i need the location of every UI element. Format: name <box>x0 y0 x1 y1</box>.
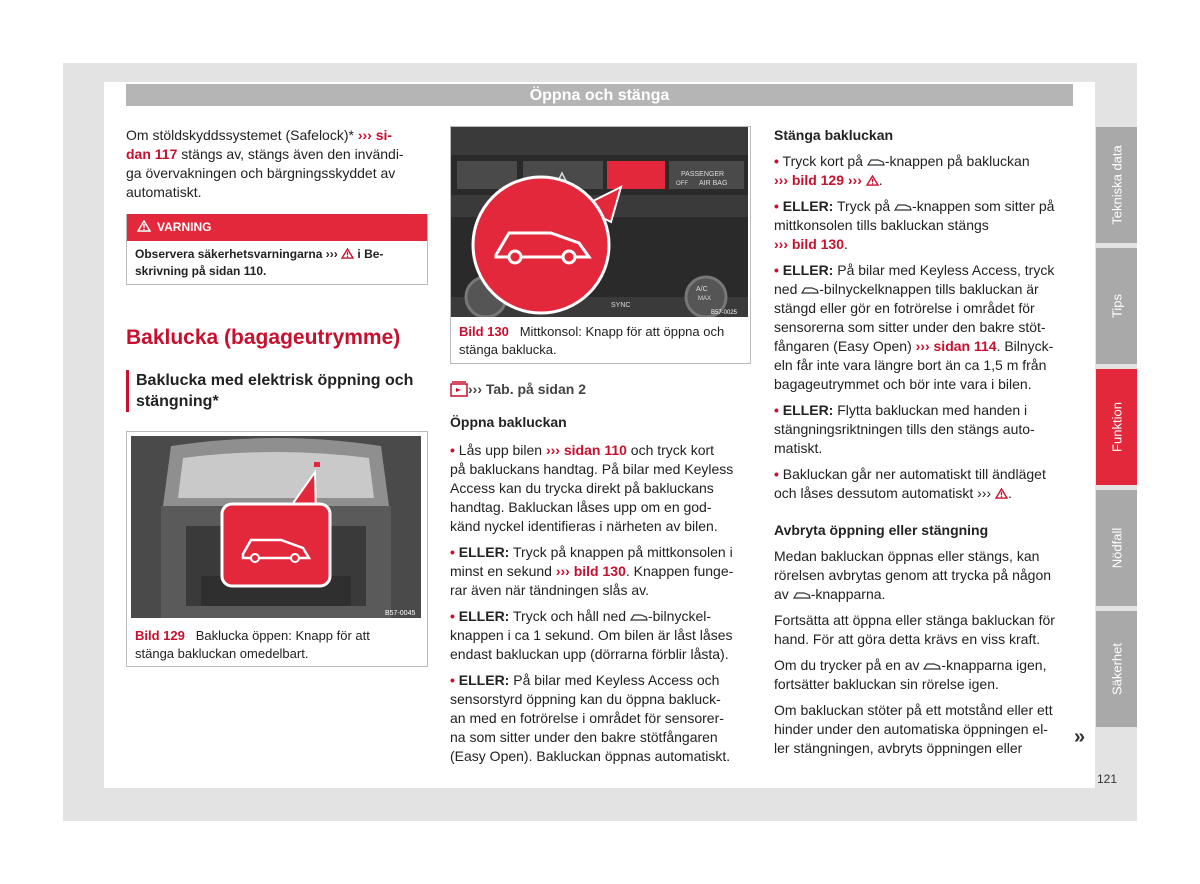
intro-paragraph: Om stöldskyddssystemet (Safelock)* ››› si- dan 117 stängs av, stängs även den invändi- ga övervakningen och bärgningsskyddet av automatiskt. <box>126 127 404 200</box>
sync-label: SYNC <box>611 302 631 309</box>
sidetab-sakerhet[interactable]: Säkerhet <box>1096 611 1137 727</box>
ac-label: A/C <box>696 286 708 293</box>
warning-triangle-icon <box>995 488 1008 499</box>
list-item: • ELLER: Tryck och håll ned -bilnyckel- knappen i ca 1 sekund. Om bilen är låst låses endast bakluckan upp (dörrarna förblir låsta). <box>450 608 733 662</box>
warning-header: VARNING <box>127 214 427 241</box>
list-item: • ELLER: På bilar med Keyless Access, tryck ned -bilnyckelknappen tills bakluckan är stängd eller gör en fotrörelse i området för sensorerna som sitter under den bakre stöt- fångaren (Easy Open) ››› sidan 114. Bilnyck- eln får inte vara längre bort än ca 1,5 m från bagageutrymmet och bör inte vara i bilen. <box>774 262 1055 392</box>
car-tailgate-icon <box>923 662 941 671</box>
figure-129 <box>126 431 428 667</box>
off-label: OFF <box>676 181 688 187</box>
column-2-text <box>450 380 750 773</box>
airbag-label: AIR BAG <box>699 180 728 187</box>
warning-text: Observera säkerhetsvarningarna ››› i Be- skrivning på sidan 110. <box>135 247 384 278</box>
sidetab-funktion[interactable]: Funktion <box>1096 369 1137 485</box>
car-tailgate-icon <box>801 286 819 295</box>
sidetab-tips[interactable]: Tips <box>1096 248 1137 364</box>
table-reference[interactable]: ››› Tab. på sidan 2 <box>450 380 750 399</box>
car-tailgate-icon <box>793 591 811 600</box>
warning-triangle-icon <box>341 248 354 259</box>
sidetab-tekniska-data[interactable]: Tekniska data <box>1096 127 1137 243</box>
paragraph: Om bakluckan stöter på ett motstånd eller ett hinder under den automatiska öppningen el- ler stängningen, avbryts öppningen eller <box>774 702 1053 756</box>
warning-box <box>126 214 428 285</box>
car-tailgate-icon <box>630 613 648 622</box>
figure-caption: Bild 130 Mittkonsol: Knapp för att öppna och stänga baklucka. <box>459 324 725 357</box>
continue-marker: » <box>1074 726 1086 748</box>
close-tailgate-title: Stänga bakluckan <box>774 127 894 143</box>
book-icon <box>450 381 468 397</box>
warning-triangle-icon <box>866 175 879 186</box>
list-item: • Tryck kort på -knappen på bakluckan ››› bild 129 ››› . <box>774 153 1030 188</box>
list-item: • ELLER: Tryck på knappen på mittkonsolen i minst en sekund ››› bild 130. Knappen funge- rar även när tändningen slås av. <box>450 544 734 598</box>
figure-code: B57-0025 <box>711 310 738 316</box>
car-tailgate-icon <box>894 203 912 212</box>
abort-title: Avbryta öppning eller stängning <box>774 522 989 538</box>
page-number: 121 <box>1097 772 1118 786</box>
list-item: • Lås upp bilen ››› sidan 110 och tryck kort på bakluckans handtag. På bilar med Keyless Access kan du trycka direkt på bakluckans handtag. Bakluckan låses upp om en god- känd nyckel identifieras i närheten av bilen. <box>450 442 734 534</box>
figure-code: B57-0045 <box>385 610 416 617</box>
section-heading: Baklucka (bagageutrymme) <box>126 326 401 349</box>
list-item: • ELLER: På bilar med Keyless Access och sensorstyrd öppning kan du öppna bakluck- an med en fotrörelse i området för sensorer- na som sitter under den bakre stötfångaren (Easy Open). Bakluckan öppnas automatiskt. <box>450 672 731 764</box>
passenger-label: PASSENGER <box>681 171 725 178</box>
center-console-illustration <box>451 127 748 317</box>
open-tailgate-title: Öppna bakluckan <box>450 414 567 430</box>
paragraph: Fortsätta att öppna eller stänga bakluckan för hand. För att göra detta krävs en viss kraft. <box>774 612 1055 647</box>
list-item: • Bakluckan går ner automatiskt till ändläget och låses dessutom automatiskt ››› . <box>774 466 1046 501</box>
paragraph: Om du trycker på en av -knapparna igen, fortsätter bakluckan sin rörelse igen. <box>774 657 1047 692</box>
list-item: • ELLER: Flytta bakluckan med handen i stängningsriktningen tills den stängs auto- matiskt. <box>774 402 1035 456</box>
figure-caption: Bild 129 Baklucka öppen: Knapp för att stänga bakluckan omedelbart. <box>135 628 370 661</box>
warning-triangle-icon <box>137 220 151 232</box>
list-item: • ELLER: Tryck på -knappen som sitter på mittkonsolen tills bakluckan stängs ››› bild 130. <box>774 198 1055 252</box>
car-tailgate-icon <box>867 158 885 167</box>
sidetab-nodfall[interactable]: Nödfall <box>1096 490 1137 606</box>
column-3-text <box>774 126 1074 765</box>
page-header-title: Öppna och stänga <box>126 84 1073 106</box>
max-label: MAX <box>698 296 712 302</box>
subsection-heading: Baklucka med elektrisk öppning och stängning* <box>126 370 436 412</box>
paragraph: Medan bakluckan öppnas eller stängs, kan rörelsen avbrytas genom att trycka på någon av -knapparna. <box>774 548 1052 602</box>
figure-130 <box>450 126 751 364</box>
tailgate-open-illustration <box>131 436 421 618</box>
